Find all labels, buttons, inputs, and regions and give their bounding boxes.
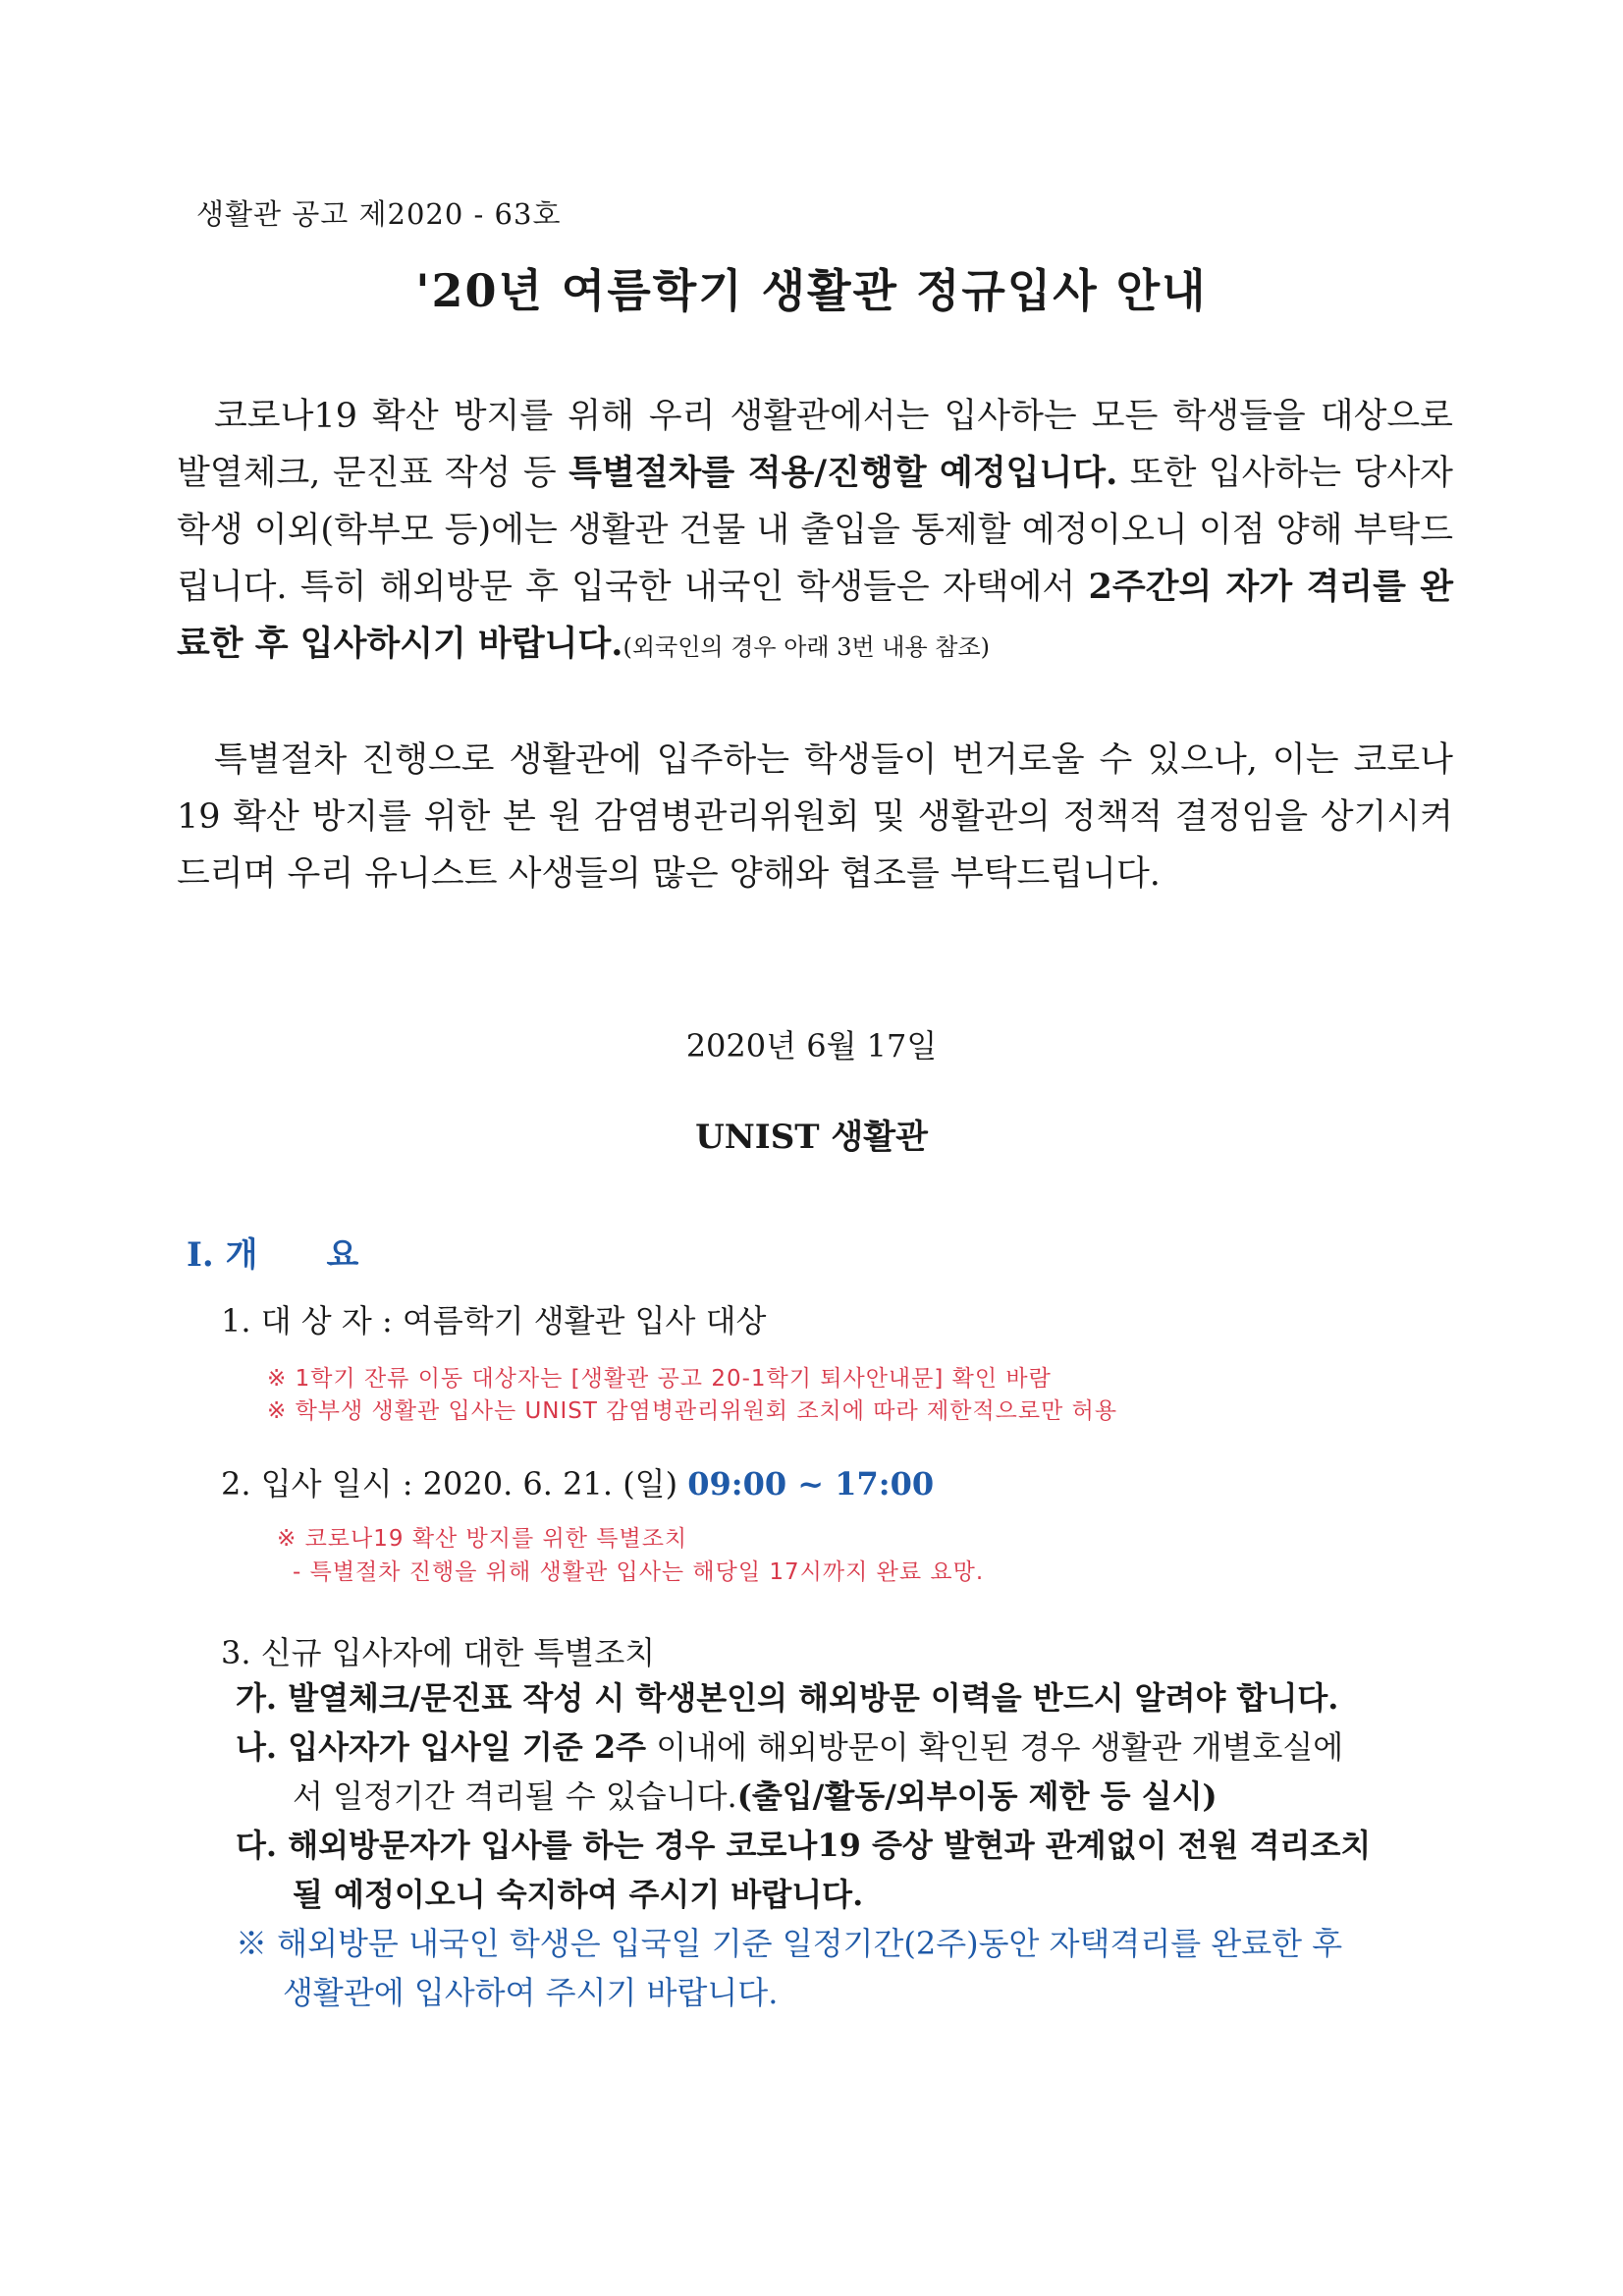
intro-text-e: (외국인의 경우 아래 3번 내용 참조) [622,633,991,661]
target-note-2: ※ 학부생 생활관 입사는 UNIST 감염병관리위원회 조치에 따라 제한적으로만 허용 [267,1398,1118,1424]
special-measures-list [236,1673,1434,1919]
target-note-1: ※ 1학기 잔류 이동 대상자는 [생활관 공고 20-1학기 퇴사안내문] 확인 바람 [267,1366,1052,1392]
overseas-note-a: ※ 해외방문 내국인 학생은 입국일 기준 일정기간(2주)동안 자택격리를 완료한 후 [236,1925,1343,1962]
item-special-measures: 3. 신규 입사자에 대한 특별조치 [221,1634,656,1671]
intro-text-b: 특별절차를 적용/진행할 예정입니다. [568,453,1118,493]
notice-date: 2020년 6월 17일 [685,1027,938,1065]
section-title-end: 요 [326,1235,359,1275]
measure-na-cont [236,1772,1434,1821]
notice-number: 생활관 공고 제2020 - 63호 [196,197,562,231]
cooperation-text: 특별절차 진행으로 생활관에 입주하는 학생들이 번거로울 수 있으나, 이는 코로나19 확산 방지를 위한 본 원 감염병관리위원회 및 생활관의 정책적 결정임을 상기시켜 드리며 우리 유니스트 사생들의 많은 양해와 협조를 부탁드립니다. [177,740,1453,894]
intro-text-d: 2주간의 자가 격리를 완료한 후 입사하시기 바랍니다. [177,567,1454,664]
move-in-note-1: ※ 코로나19 확산 방지를 위한 특별조치 [277,1526,688,1552]
move-in-date-label: 2. 입사 일시 : 2020. 6. 21. (일) [221,1465,688,1503]
intro-text-c: 또한 입사하는 당사자 학생 이외(학부모 등)에는 생활관 건물 내 출입을 통제할 예정이오니 이점 양해 부탁드립니다. 특히 해외방문 후 입국한 내국인 학생들은 자택에서 [177,454,1453,607]
intro-text-a: 코로나19 확산 방지를 위해 우리 생활관에서는 입사하는 모든 학생들을 대상으로 발열체크, 문진표 작성 등 [177,397,1453,493]
measure-da-cont: 될 예정이오니 숙지하여 주시기 바랍니다. [293,1876,864,1913]
item-target: 1. 대 상 자 : 여름학기 생활관 입사 대상 [221,1302,767,1339]
intro-paragraph [177,388,1453,676]
measure-da: 다. 해외방문자가 입사를 하는 경우 코로나19 증상 발현과 관계없이 전원 격리조치 [236,1827,1372,1864]
measure-ga: 가. 발열체크/문진표 작성 시 학생본인의 해외방문 이력을 반드시 알려야 합니다. [236,1679,1339,1717]
move-in-note-2: - 특별절차 진행을 위해 생활관 입사는 해당일 17시까지 완료 요망. [293,1559,985,1585]
section-number: Ⅰ. 개 [187,1235,258,1275]
measure-na-b: 이내에 해외방문이 확인된 경우 생활관 개별호실에 [646,1728,1344,1766]
move-in-time: 09:00 ~ 17:00 [687,1465,935,1503]
measure-na [236,1722,1434,1772]
cooperation-paragraph [177,732,1453,902]
item-move-in-date [221,1459,934,1504]
overseas-visitor-note [236,1919,1434,2017]
overseas-note-b: 생활관에 입사하여 주시기 바랍니다. [283,1974,779,2011]
section-overview-heading [187,1228,358,1276]
measure-na-d: (출입/활동/외부이동 제한 등 실시) [736,1777,1217,1815]
measure-na-c: 서 일정기간 격리될 수 있습니다. [293,1777,737,1815]
measure-na-a: 나. 입사자가 입사일 기준 2주 [236,1728,647,1766]
document-title: '20년 여름학기 생활관 정규입사 안내 [415,264,1208,317]
issuing-org: UNIST 생활관 [695,1118,928,1157]
